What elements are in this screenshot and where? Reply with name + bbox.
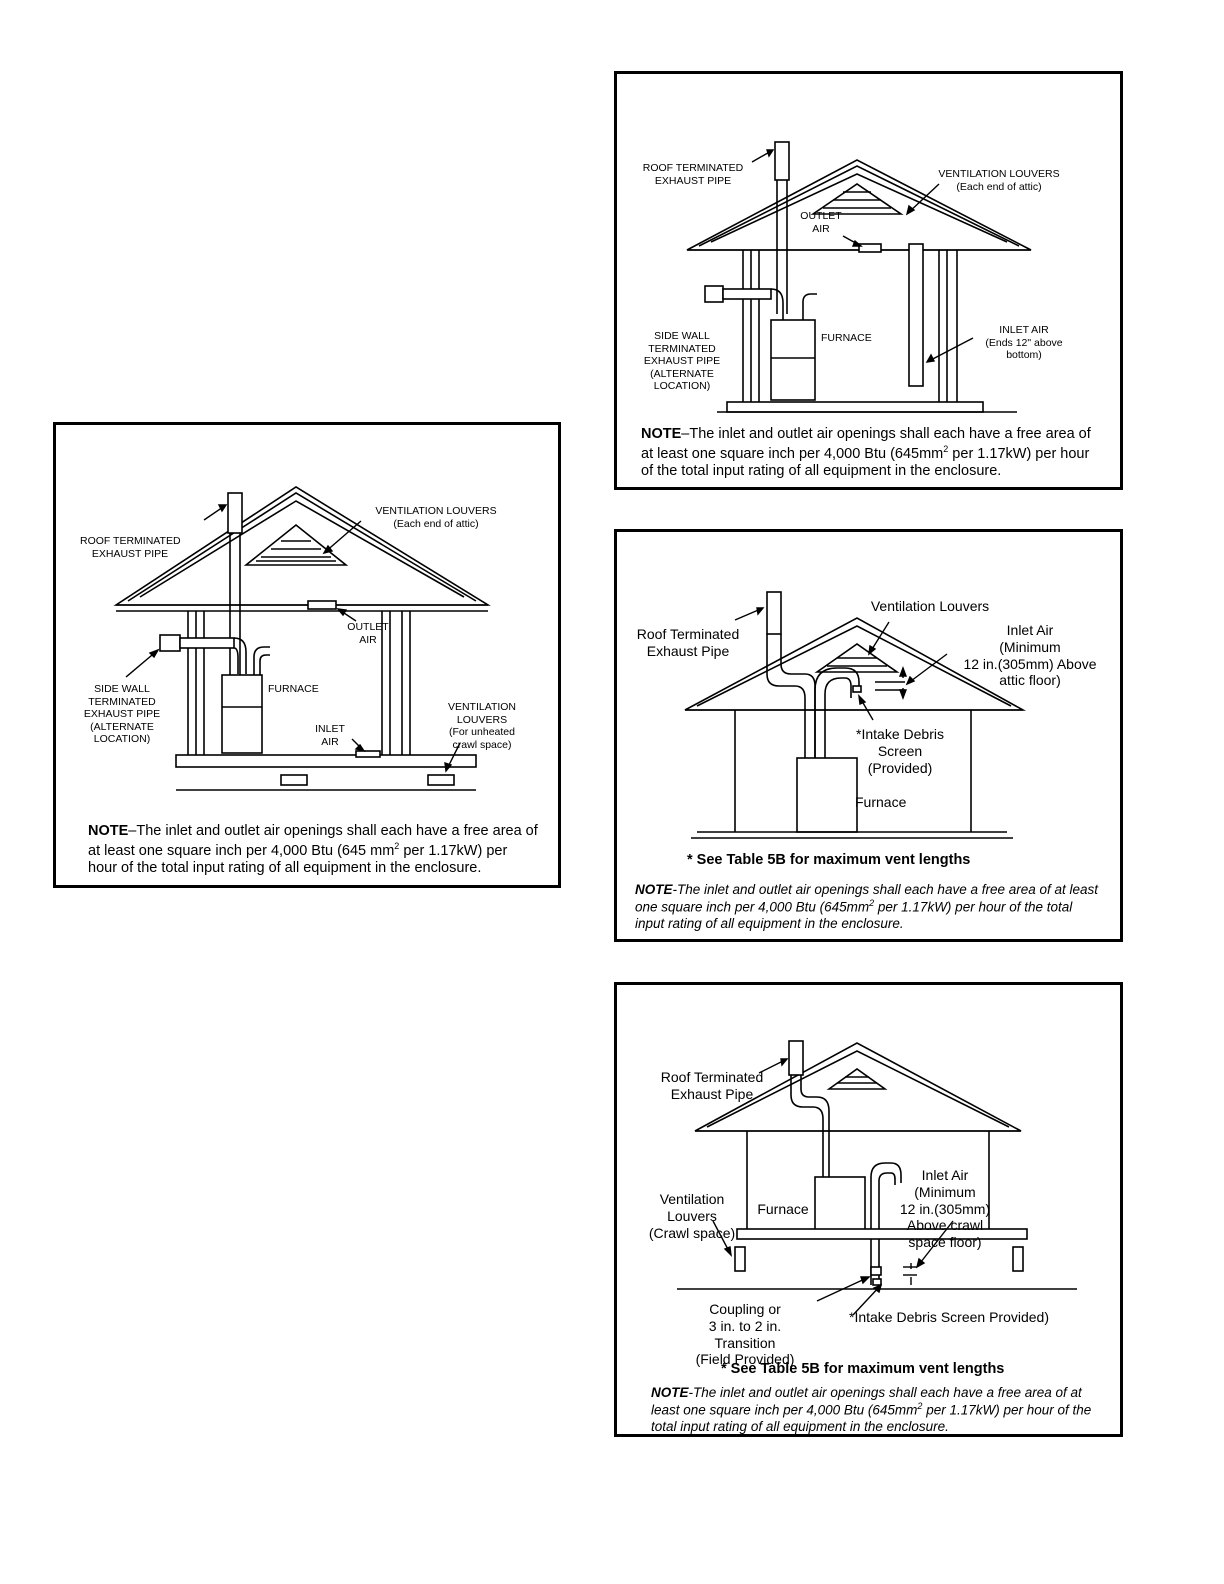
debris-screen-label: *Intake Debris Screen Provided) bbox=[849, 1309, 1049, 1325]
note-sup: 2 bbox=[394, 840, 400, 851]
side-wall-exhaust-icon bbox=[705, 286, 783, 321]
crawl-louver-icon bbox=[735, 1247, 745, 1271]
note-text-1: –The inlet and outlet air openings shall each have a free area of at least one square inch per 4,000 Btu (645mm bbox=[641, 426, 1091, 462]
figure-c-panel bbox=[614, 529, 1123, 942]
coupling-label: Coupling or 3 in. to 2 in. Transition (Field Provided) bbox=[695, 1301, 795, 1368]
note-text-2: per 1.17kW) per hour of the total input rating of all equipment in the enclosure. bbox=[641, 445, 1090, 480]
note-text-1: -The inlet and outlet air openings shall each have a free area of at least one square inch per 4,000 Btu (645mm bbox=[635, 882, 1099, 915]
debris-screen-icon bbox=[873, 1279, 881, 1285]
side-wall-label: SIDE WALL TERMINATED EXHAUST PIPE (ALTERNATE LOCATION) bbox=[83, 683, 161, 746]
note-sup: 2 bbox=[869, 898, 875, 909]
note-text-2: per 1.17kW) per hour of the total input rating of all equipment in the enclosure. bbox=[88, 842, 508, 877]
figure-a-panel bbox=[53, 422, 561, 888]
figure-b-panel bbox=[614, 71, 1123, 490]
outlet-air-icon bbox=[859, 244, 881, 252]
furnace-label: FURNACE bbox=[821, 332, 872, 344]
note-label: NOTE bbox=[651, 1385, 689, 1400]
note-label: NOTE bbox=[88, 823, 129, 839]
roof-exhaust-label: ROOF TERMINATED EXHAUST PIPE bbox=[642, 162, 744, 187]
figure-d-panel bbox=[614, 982, 1123, 1437]
figure-a-note bbox=[88, 823, 538, 878]
inlet-air-icon bbox=[356, 751, 380, 757]
vent-louvers-label: VENTILATION LOUVERS (Each end of attic) bbox=[375, 505, 497, 530]
outlet-air-label: OUTLET AIR bbox=[347, 621, 389, 646]
note-sup: 2 bbox=[943, 443, 949, 454]
crawl-louver-icon-2 bbox=[1013, 1247, 1023, 1271]
roof-exhaust-label: Roof Terminated Exhaust Pipe bbox=[636, 626, 740, 659]
inlet-air-label: INLET AIR (Ends 12" above bottom) bbox=[985, 324, 1063, 362]
figure-c-note bbox=[635, 882, 1105, 933]
furnace-icon bbox=[771, 294, 817, 400]
see-table-note: * See Table 5B for maximum vent lengths bbox=[721, 1361, 1005, 1377]
inlet-air-label: Inlet Air (Minimum 12 in.(305mm) Above attic floor) bbox=[963, 622, 1097, 689]
note-text-1: -The inlet and outlet air openings shall each have a free area of at least one square inch per 4,000 Btu (645mm bbox=[651, 1385, 1082, 1418]
outlet-air-icon bbox=[308, 601, 336, 609]
debris-screen-label: *Intake Debris Screen (Provided) bbox=[856, 726, 944, 776]
crawl-louvers-label: VENTILATION LOUVERS (For unheated crawl space) bbox=[447, 701, 517, 751]
inlet-air-label: INLET AIR bbox=[315, 723, 345, 748]
roof-exhaust-label: Roof Terminated Exhaust Pipe bbox=[660, 1069, 764, 1102]
floor bbox=[727, 402, 983, 412]
crawl-louver-icon bbox=[281, 775, 307, 785]
figure-b-note bbox=[641, 426, 1101, 481]
see-table-note: * See Table 5B for maximum vent lengths bbox=[687, 852, 971, 868]
outlet-air-label: OUTLET AIR bbox=[800, 210, 842, 235]
inlet-air-duct-icon bbox=[909, 244, 923, 386]
debris-screen-icon bbox=[853, 686, 861, 692]
furnace-label: FURNACE bbox=[268, 683, 319, 695]
furnace-label: Furnace bbox=[855, 794, 907, 810]
figure-d-note bbox=[651, 1385, 1107, 1436]
furnace-label: Furnace bbox=[757, 1201, 809, 1217]
note-text-1: –The inlet and outlet air openings shall each have a free area of at least one square inch per 4,000 Btu (645 mm bbox=[88, 823, 538, 859]
vent-louvers-label: Ventilation Louvers (Crawl space) bbox=[648, 1191, 736, 1241]
inlet-air-label: Inlet Air (Minimum 12 in.(305mm) Above crawl space floor) bbox=[899, 1167, 991, 1251]
coupling-icon bbox=[871, 1267, 881, 1275]
side-wall-label: SIDE WALL TERMINATED EXHAUST PIPE (ALTERNATE LOCATION) bbox=[643, 330, 721, 393]
note-text-2: per 1.17kW) per hour of the total input rating of all equipment in the enclosure. bbox=[651, 1402, 1092, 1435]
side-wall-exhaust-icon bbox=[160, 635, 246, 674]
note-sup: 2 bbox=[917, 1401, 923, 1412]
crawl-louver-icon-2 bbox=[428, 775, 454, 785]
note-label: NOTE bbox=[641, 426, 682, 442]
figure-a-drawing bbox=[56, 425, 561, 888]
note-text-2: per 1.17kW) per hour of the total input rating of all equipment in the enclosure. bbox=[635, 899, 1073, 932]
furnace-icon bbox=[815, 1177, 865, 1233]
note-label: NOTE bbox=[635, 882, 673, 897]
roof-exhaust-label: ROOF TERMINATED EXHAUST PIPE bbox=[80, 535, 181, 560]
vent-louvers-label: VENTILATION LOUVERS (Each end of attic) bbox=[938, 168, 1060, 193]
vent-louvers-label: Ventilation Louvers bbox=[870, 598, 990, 614]
